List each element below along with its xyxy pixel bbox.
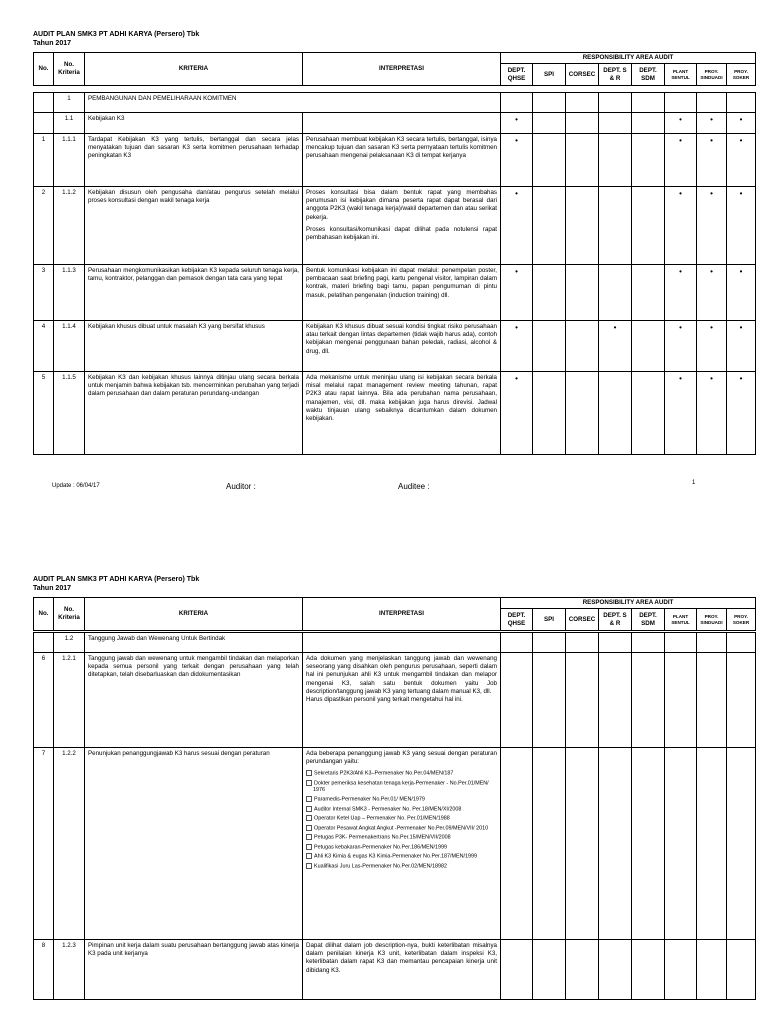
mark-sinduadi: • [697,113,727,134]
table-row [34,265,756,321]
row-no: 5 [34,372,54,455]
header-no-kriteria: No. Kriteria [54,53,85,86]
row-code: 1.1.1 [54,134,85,187]
list-item: Dokter pemeriksa kesehatan tenaga kerja-Permenaker - No.Per.01/MEN/ 1976 [306,780,497,794]
mark-soker: • [727,113,756,134]
row-code: 1.1.4 [54,321,85,372]
table-row [34,372,756,455]
section-row [34,93,756,113]
row-code: 1.1.3 [54,265,85,321]
mark-sr: • [599,321,632,372]
header-proy-soker: PROY. SOKER [727,609,756,631]
row-interpretasi: Bentuk komunikasi kebijakan ini dapat melalui: penempelan poster, pembacaan saat briefing pagi, kartu pengenal visitor, lampiran dalam kontrak, materi briefing bagi tamu, papan pengumuman di pintu masuk, pelatihan pengenalan (induction training) dll. [303,265,501,321]
header-corsec: CORSEC [566,609,599,631]
checkbox-icon [306,806,312,812]
list-item: Auditor Internal SMK3 - Permenaker No. Per.18/MEN/XI/2008 [306,806,497,813]
checkbox-icon [306,780,312,786]
mark-soker: • [727,187,756,265]
header-dept-sr: DEPT. S & R [599,64,632,86]
row-code: 1.2.3 [54,940,85,1000]
header-dept-sdm: DEPT. SDM [632,609,665,631]
header-no: No. [34,598,54,631]
row-kriteria: Penunjukan penanggungjawab K3 harus sesuai dengan peraturan [85,748,303,940]
mark-sinduadi: • [697,321,727,372]
header-proy-sinduadi: PROY. SINDUADI [697,64,727,86]
header-proy-soker: PROY. SOKER [727,64,756,86]
mark-sentul: • [665,134,697,187]
regulation-list [306,770,497,869]
row-no: 2 [34,187,54,265]
header-no-kriteria: No. Kriteria [54,598,85,631]
subsection-label: Tanggung Jawab dan Wewenang Untuk Bertindak [85,633,303,653]
row-kriteria: Perusahaan mengkomunikasikan kebijakan K3 kepada seluruh tenaga kerja, tamu, kontraktor, pelanggan dan pemasok dengan tata cara yang tepat [85,265,303,321]
table-row [34,940,756,1000]
auditor-label: Auditor : [226,482,256,491]
list-item: Paramedis-Permenaker No.Per.01/ MEN/1979 [306,796,497,803]
interp-paragraph: Ada beberapa penanggung jawab K3 yang sesuai dengan peraturan perundangan yaitu: [306,750,497,766]
header-responsibility-area: RESPONSIBILITY AREA AUDIT [501,598,756,609]
list-item: Petugas kebakaran-Permenaker No.Per.186/MEN/1999 [306,844,497,851]
header-kriteria: KRITERIA [85,598,303,631]
header-no: No. [34,53,54,86]
row-interpretasi [303,187,501,265]
mark-sinduadi: • [697,265,727,321]
section-label: PEMBANGUNAN DAN PEMELIHARAAN KOMITMEN [85,93,501,113]
list-item: Sekretaris P2K3/Ahli K3–Permenaker No.Per.04/MEN/187 [306,770,497,777]
row-code: 1.2.1 [54,653,85,748]
mark-soker: • [727,372,756,455]
mark-sentul: • [665,113,697,134]
list-item: Ahli K3 Kimia & eugas K3 Kimia-Permenaker No.Per.187/MEN/1999 [306,853,497,860]
checkbox-icon [306,825,312,831]
page-footer [0,482,768,496]
header-kriteria: KRITERIA [85,53,303,86]
interp-paragraph: Harus dipastikan personil yang terkait mengetahui hal ini. [306,696,463,704]
header-interpretasi: INTERPRETASI [303,598,501,631]
header-spi: SPI [533,64,566,86]
mark-soker: • [727,321,756,372]
header-dept-qhse: DEPT. QHSE [501,609,533,631]
document-year: Tahun 2017 [33,40,71,47]
header-dept-qhse: DEPT. QHSE [501,64,533,86]
row-kriteria: Kebijakan khusus dibuat untuk masalah K3 yang bersifat khusus [85,321,303,372]
row-interpretasi: Dapat dilihat dalam job description-nya, bukti keterlibatan misalnya dalam penilaian kinerja K3 unit, keterlibatan dalam inspeksi K3, keterlibatan dalam rapat K3 dan memantau pencapaian kinerja unit dibidang K3. [303,940,501,1000]
row-kriteria: Tardapat Kebijakan K3 yang tertulis, bertanggal dan secara jelas menyatakan tujuan dan sasaran K3 serta komitmen perusahaan terhadap peningkatan K3 [85,134,303,187]
checkbox-icon [306,844,312,850]
row-no: 7 [34,748,54,940]
row-kriteria: Pimpinan unit kerja dalam suatu perusahaan bertanggung jawab atas kinerja K3 pada unit kerjanya [85,940,303,1000]
table-row [34,321,756,372]
checkbox-icon [306,796,312,802]
mark-qhse: • [501,321,533,372]
list-item: Operator Ketel Uap – Permenaker No. Per.01/MEN/1988 [306,815,497,822]
row-code: 1.1.5 [54,372,85,455]
header-dept-sdm: DEPT. SDM [632,64,665,86]
checkbox-icon [306,770,312,776]
header-responsibility-area: RESPONSIBILITY AREA AUDIT [501,53,756,64]
row-interpretasi: Kebijakan K3 khusus dibuat sesuai kondisi tingkat risiko perusahaan atau terkait dengan lintas departemen (tidak wajib harus ada), contoh kebijakan mengenai penggunaan bahan peledak, radiasi, alcohol & drug, dll. [303,321,501,372]
row-kriteria: Kebijakan K3 dan kebijakan khusus lainnya ditinjau ulang secara berkala untuk menjamin bahwa kebijakan tsb. mencerminkan perubahan yang terjadi dalam perusahaan dan dalam peraturan perundang-undangan [85,372,303,455]
subsection-row [34,113,756,134]
row-code: 1.1.2 [54,187,85,265]
header-table [33,597,756,631]
row-interpretasi [303,748,501,940]
row-no: 3 [34,265,54,321]
row-kriteria: Tanggung jawab dan wewenang untuk mengambil tindakan dan melaporkan kepada semua personil yang terkait dengan perusahaan yang telah ditetapkan, telah disebarluaskan dan didokumentasikan [85,653,303,748]
mark-sentul: • [665,372,697,455]
subsection-code: 1.1 [54,113,85,134]
header-plant-sentul: PLANT SENTUL [665,609,697,631]
mark-soker: • [727,265,756,321]
mark-sentul: • [665,187,697,265]
mark-qhse: • [501,113,533,134]
mark-soker: • [727,134,756,187]
header-dept-sr: DEPT. S & R [599,609,632,631]
row-no: 4 [34,321,54,372]
interp-paragraph: Ada dokumen yang menjelaskan tanggung jawab dan wewenang seseorang yang disahkan oleh pengurus perusahaan, seperti dalam hal ini penunjukan ahli K3 untuk mengambil tindakan dan melapor mengenai K3, salah satu bentuk dokumen yaitu Job description/tanggung jawab K3 yang tertuang dalam manual K3, dll. [306,655,497,695]
interp-paragraph: Proses konsultasi bisa dalam bentuk rapat yang membahas perumusan isi kebijakan dimana peserta rapat dapat berasal dari anggota P2K3 (wakil tenaga kerja)/wakil departemen dan atau serikat pekerja. [306,189,497,221]
row-interpretasi: Perusahaan membuat kebijakan K3 secara tertulis, bertanggal, isinya mencakup tujuan dan sasaran K3 serta pernyataan tertulis komitmen perusahaan mengenai pelaksanaan K3 di tempat kerjanya [303,134,501,187]
mark-qhse: • [501,372,533,455]
criteria-table [33,92,756,455]
checkbox-icon [306,853,312,859]
subsection-code: 1.2 [54,633,85,653]
interp-paragraph: Proses konsultasi/komunikasi dapat dilihat pada notulensi rapat pembahasan kebijakan ini. [306,225,497,242]
mark-qhse: • [501,187,533,265]
table-row [34,187,756,265]
row-code: 1.2.2 [54,748,85,940]
criteria-table [33,632,756,1000]
subsection-row [34,633,756,653]
checkbox-icon [306,834,312,840]
section-code: 1 [54,93,85,113]
header-proy-sinduadi: PROY. SINDUADI [697,609,727,631]
row-no: 6 [34,653,54,748]
mark-sentul: • [665,321,697,372]
row-interpretasi: Ada mekanisme untuk meninjau ulang isi kebijakan secara berkala misal melalui rapat management review meeting tahunan, rapat P2K3 atau rapat lainnya. Bila ada perubahan nama perusahaan, manajemen, visi, dll. maka kebijakan juga harus direvisi. Jadwal waktu tinjauan ulang sebaiknya dicantumkan dalam dokumen kebijakan. [303,372,501,455]
mark-qhse: • [501,265,533,321]
document-year: Tahun 2017 [33,585,71,592]
row-no: 8 [34,940,54,1000]
table-row [34,748,756,940]
mark-qhse: • [501,134,533,187]
row-no: 1 [34,134,54,187]
mark-sinduadi: • [697,372,727,455]
table-row [34,653,756,748]
mark-sinduadi: • [697,134,727,187]
header-interpretasi: INTERPRETASI [303,53,501,86]
checkbox-icon [306,863,312,869]
header-plant-sentul: PLANT SENTUL [665,64,697,86]
document-title: AUDIT PLAN SMK3 PT ADHI KARYA (Persero) Tbk [33,31,200,38]
header-spi: SPI [533,609,566,631]
page-number: 1 [692,480,696,486]
update-date: Update : 06/04/17 [52,483,100,489]
row-interpretasi [303,653,501,748]
mark-sentul: • [665,265,697,321]
row-kriteria: Kebijakan disusun oleh pengusaha dan/atau pengurus setelah melalui proses konsultasi dengan wakil tenaga kerja [85,187,303,265]
header-corsec: CORSEC [566,64,599,86]
subsection-label: Kebijakan K3 [85,113,303,134]
auditee-label: Auditee : [398,482,430,491]
list-item: Petugas P3K- Permenakertrans No.Per.15/MEN/VII/2008 [306,834,497,841]
mark-sinduadi: • [697,187,727,265]
checkbox-icon [306,815,312,821]
list-item: Kualifikasi Juru Las-Permenaker No.Per.02/MEN/18982 [306,863,497,870]
table-row [34,134,756,187]
list-item: Operator Pesawat Angkat Angkut -Permenaker No.Per.09/MEN/VII/ 2010 [306,825,497,832]
document-title: AUDIT PLAN SMK3 PT ADHI KARYA (Persero) Tbk [33,576,200,583]
header-table [33,52,756,86]
